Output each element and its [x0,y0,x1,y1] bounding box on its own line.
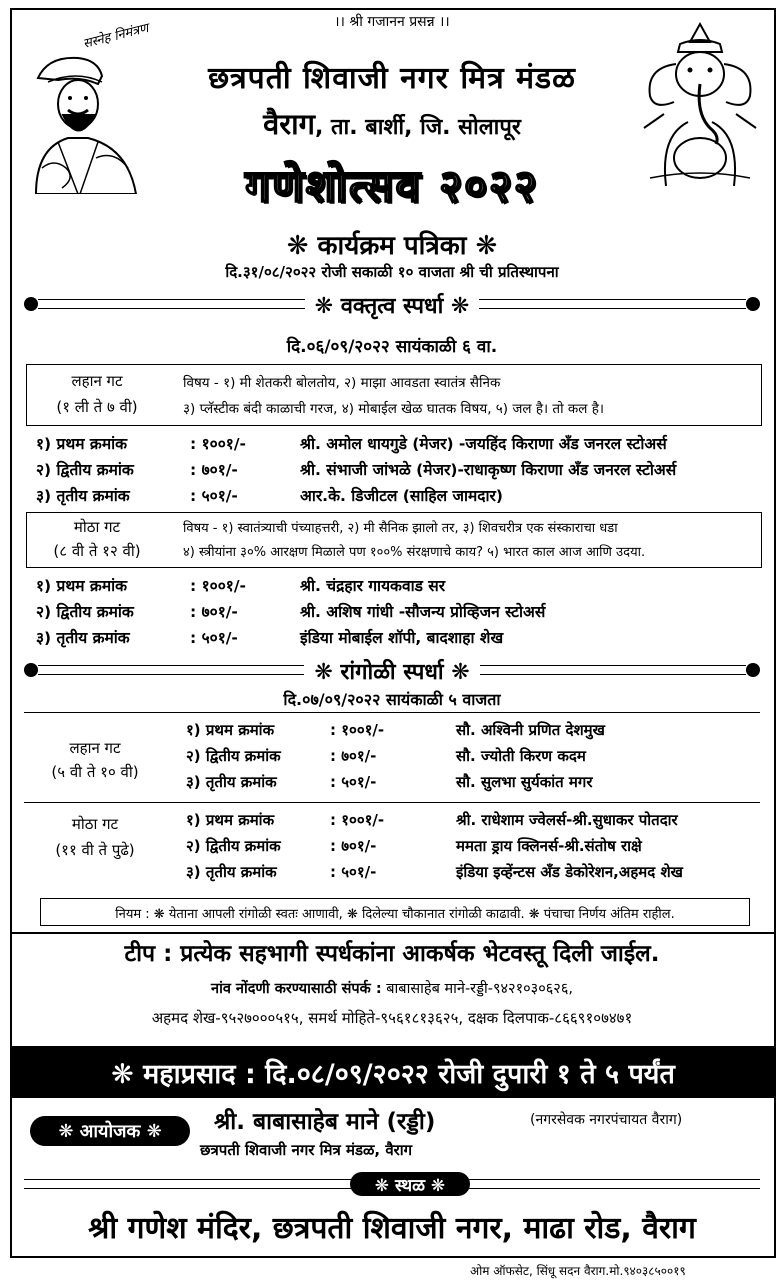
registration-contact-1: बाबासाहेब माने-रड्डी-९४२१०३०६२६, [381,981,573,997]
prize-sponsor: सौ. ज्योती किरण कदम [456,747,586,765]
organiser-badge: ❋ आयोजक ❋ [30,1116,190,1146]
gift-note: टीप : प्रत्येक सहभागी स्पर्धकांना आकर्षक भेटवस्तू दिली जाईल. [124,941,660,967]
prize-row [0,720,784,744]
group-name: लहान गट [69,739,121,757]
speech-date: दि.०६/०९/२०२२ सायंकाळी ६ वा. [286,337,498,357]
prize-sponsor: आर.के. डिजीटल (साहिल जामदार) [300,487,503,505]
group-range: (८ वी ते १२ वी) [53,542,141,560]
prize-amount: : ५०१/- [190,629,238,647]
prize-sponsor: श्री. राधेशाम ज्वेलर्स-श्री.सुधाकर पोतदार [456,811,678,829]
prize-sponsor: श्री. संभाजी जांभळे (मेजर)-राधाकृष्ण किराणा अँड जनरल स्टोअर्स [300,461,677,479]
divider-line [10,932,776,934]
prize-sponsor: इंडिया मोबाईल शॉपी, बादशाहा शेख [300,629,504,647]
installation-line: दि.३१/०८/२०२२ रोजी सकाळी १० वाजता श्री ची प्रतिस्थापना [225,263,559,281]
district-text: , ता. बार्शी, जि. सोलापूर [314,115,521,140]
prize-sponsor: सौ. अश्विनी प्रणित देशमुख [456,721,605,739]
organiser-role: (नगरसेवक नगरपंचायत वैराग) [530,1112,683,1128]
prize-row [0,600,784,624]
prize-amount: : १००१/- [190,435,246,453]
prize-rank: १) प्रथम क्रमांक [186,721,275,739]
speech-section-title: ❋ वक्तृत्व स्पर्धा ❋ [305,294,480,319]
prize-rank: ३) तृतीय क्रमांक [36,487,130,505]
motto-text: सस्नेह निमंत्रण [81,21,151,52]
topics-line-1: विषय - १) स्वातंत्र्याची पंच्याहत्तरी, २) मी सैनिक झालो तर, ३) शिवचरीत्र एक संस्काराचा धडा [183,521,618,536]
prize-row [0,626,784,650]
prize-amount: : १००१/- [330,811,385,829]
prize-rank: ३) तृतीय क्रमांक [36,629,130,647]
organiser-mandal: छत्रपती शिवाजी नगर मित्र मंडळ, वैराग [200,1141,413,1159]
prize-rank: २) द्वितीय क्रमांक [36,603,134,621]
prize-row [0,746,784,770]
prize-sponsor: ममता ड्राय क्लिनर्स-श्री.संतोष राक्षे [456,837,642,855]
registration-line-2: अहमद शेख-९५२७०००५१५, समर्थ मोहिते-९५६१८१३६२५, दक्षक दिलपाक-८६६९१०७४७१ [151,1009,633,1027]
prize-amount: : ५०१/- [190,487,238,505]
registration-label: नांव नोंदणी करण्यासाठी संपर्क : [211,981,382,997]
prize-row [0,458,784,482]
prize-amount: : ७०१/- [190,603,238,621]
prize-sponsor: श्री. चंद्रहार गायकवाड सर [300,577,446,595]
prize-sponsor: सौ. सुलभा सुर्यकांत मगर [456,773,593,791]
prize-rank: २) द्वितीय क्रमांक [36,461,134,479]
place-line [0,104,784,143]
rangoli-section-title: ❋ रांगोळी स्पर्धा ❋ [304,660,479,685]
group-name: मोठा गट [73,518,121,536]
prize-amount: : ७०१/- [330,837,377,855]
prize-amount: : १००१/- [190,577,246,595]
organiser-name: श्री. बाबासाहेब माने (रड्डी) [214,1109,436,1135]
rangoli-date: दि.०७/०९/२०२२ सायंकाळी ५ वाजता [283,690,501,709]
prize-row [0,836,784,860]
organisation-title: छत्रपती शिवाजी नगर मित्र मंडळ [208,61,576,96]
prize-rank: १) प्रथम क्रमांक [36,435,128,453]
venue-line: श्री गणेश मंदिर, छत्रपती शिवाजी नगर, माढा रोड, वैराग [88,1211,696,1246]
speech-small-group-box [26,364,762,426]
speech-section-divider [24,290,760,318]
printer-credit: ओम ऑफसेट, सिंधू सदन वैराग.मो.९४०३८५००१९ [470,1264,686,1278]
prize-row [0,772,784,796]
prize-amount: : ७०१/- [330,747,377,765]
rangoli-section-divider [24,656,760,684]
prize-rank: ३) तृतीय क्रमांक [186,773,277,791]
prize-row [0,810,784,834]
prize-row [0,432,784,456]
town-name: वैराग [263,107,315,141]
divider-line [24,802,760,803]
program-title: ❋ कार्यक्रम पत्रिका ❋ [286,231,498,261]
prize-rank: २) द्वितीय क्रमांक [186,747,281,765]
prize-row [0,484,784,508]
venue-divider [24,1172,760,1196]
speech-big-group-box [26,512,762,568]
prize-rank: ३) तृतीय क्रमांक [186,863,277,881]
festival-title: गणेशोत्सव २०२२ [245,161,539,212]
prize-sponsor: श्री. अशिष गांधी -सौजन्य प्रोव्हिजन स्टोअर्स [300,603,546,621]
topics-line-1: विषय - १) मी शेतकरी बोलतोय, २) माझा आवडता स्वातंत्र सैनिक [183,375,501,391]
rangoli-rules: नियम : ❋ येताना आपली रांगोळी स्वतः आणावी, ❋ दिलेल्या चौकानात रांगोळी काढावी. ❋ पंचाचा निर्णय अंतिम राहील. [40,898,750,926]
mahaprasad-banner: ❋ महाप्रसाद : दि.०८/०९/२०२२ रोजी दुपारी १ ते ५ पर्यंत [10,1046,776,1098]
prize-amount: : ५०१/- [330,773,377,791]
prize-row [0,574,784,598]
divider-line [24,712,760,713]
group-name: मोठा गट [71,815,119,833]
prize-sponsor: इंडिया इव्हेंन्टस अँड डेकोरेशन,अहमद शेख [456,863,683,881]
prize-amount: : ५०१/- [330,863,377,881]
topics-line-2: ४) स्त्रीयांना ३०% आरक्षण मिळाले पण १००% संरक्षणाचे काय? ५) भारत काल आज आणि उदया. [183,545,646,560]
venue-badge: ❋ स्थळ ❋ [350,1172,470,1196]
prize-rank: २) द्वितीय क्रमांक [186,837,281,855]
prize-row [0,862,784,886]
group-range: (११ वी ते पुढे) [55,841,135,859]
prize-sponsor: श्री. अमोल धायगुडे (मेजर) -जयहिंद किराणा अँड जनरल स्टोअर्स [300,435,667,453]
blessing-line: ।। श्री गजानन प्रसन्न ।। [334,14,450,30]
registration-line-1 [0,978,784,998]
topics-line-2: ३) प्लॅस्टीक बंदी काळाची गरज, ४) मोबाईल खेळ घातक विषय, ५) जल है। तो कल है। [183,401,604,417]
group-range: (१ ली ते ७ वी) [56,398,138,416]
group-range: (५ वी ते १० वी) [51,763,139,781]
prize-amount: : १००१/- [330,721,385,739]
group-name: लहान गट [71,372,123,390]
prize-amount: : ७०१/- [190,461,238,479]
prize-rank: १) प्रथम क्रमांक [186,811,275,829]
prize-rank: १) प्रथम क्रमांक [36,577,128,595]
